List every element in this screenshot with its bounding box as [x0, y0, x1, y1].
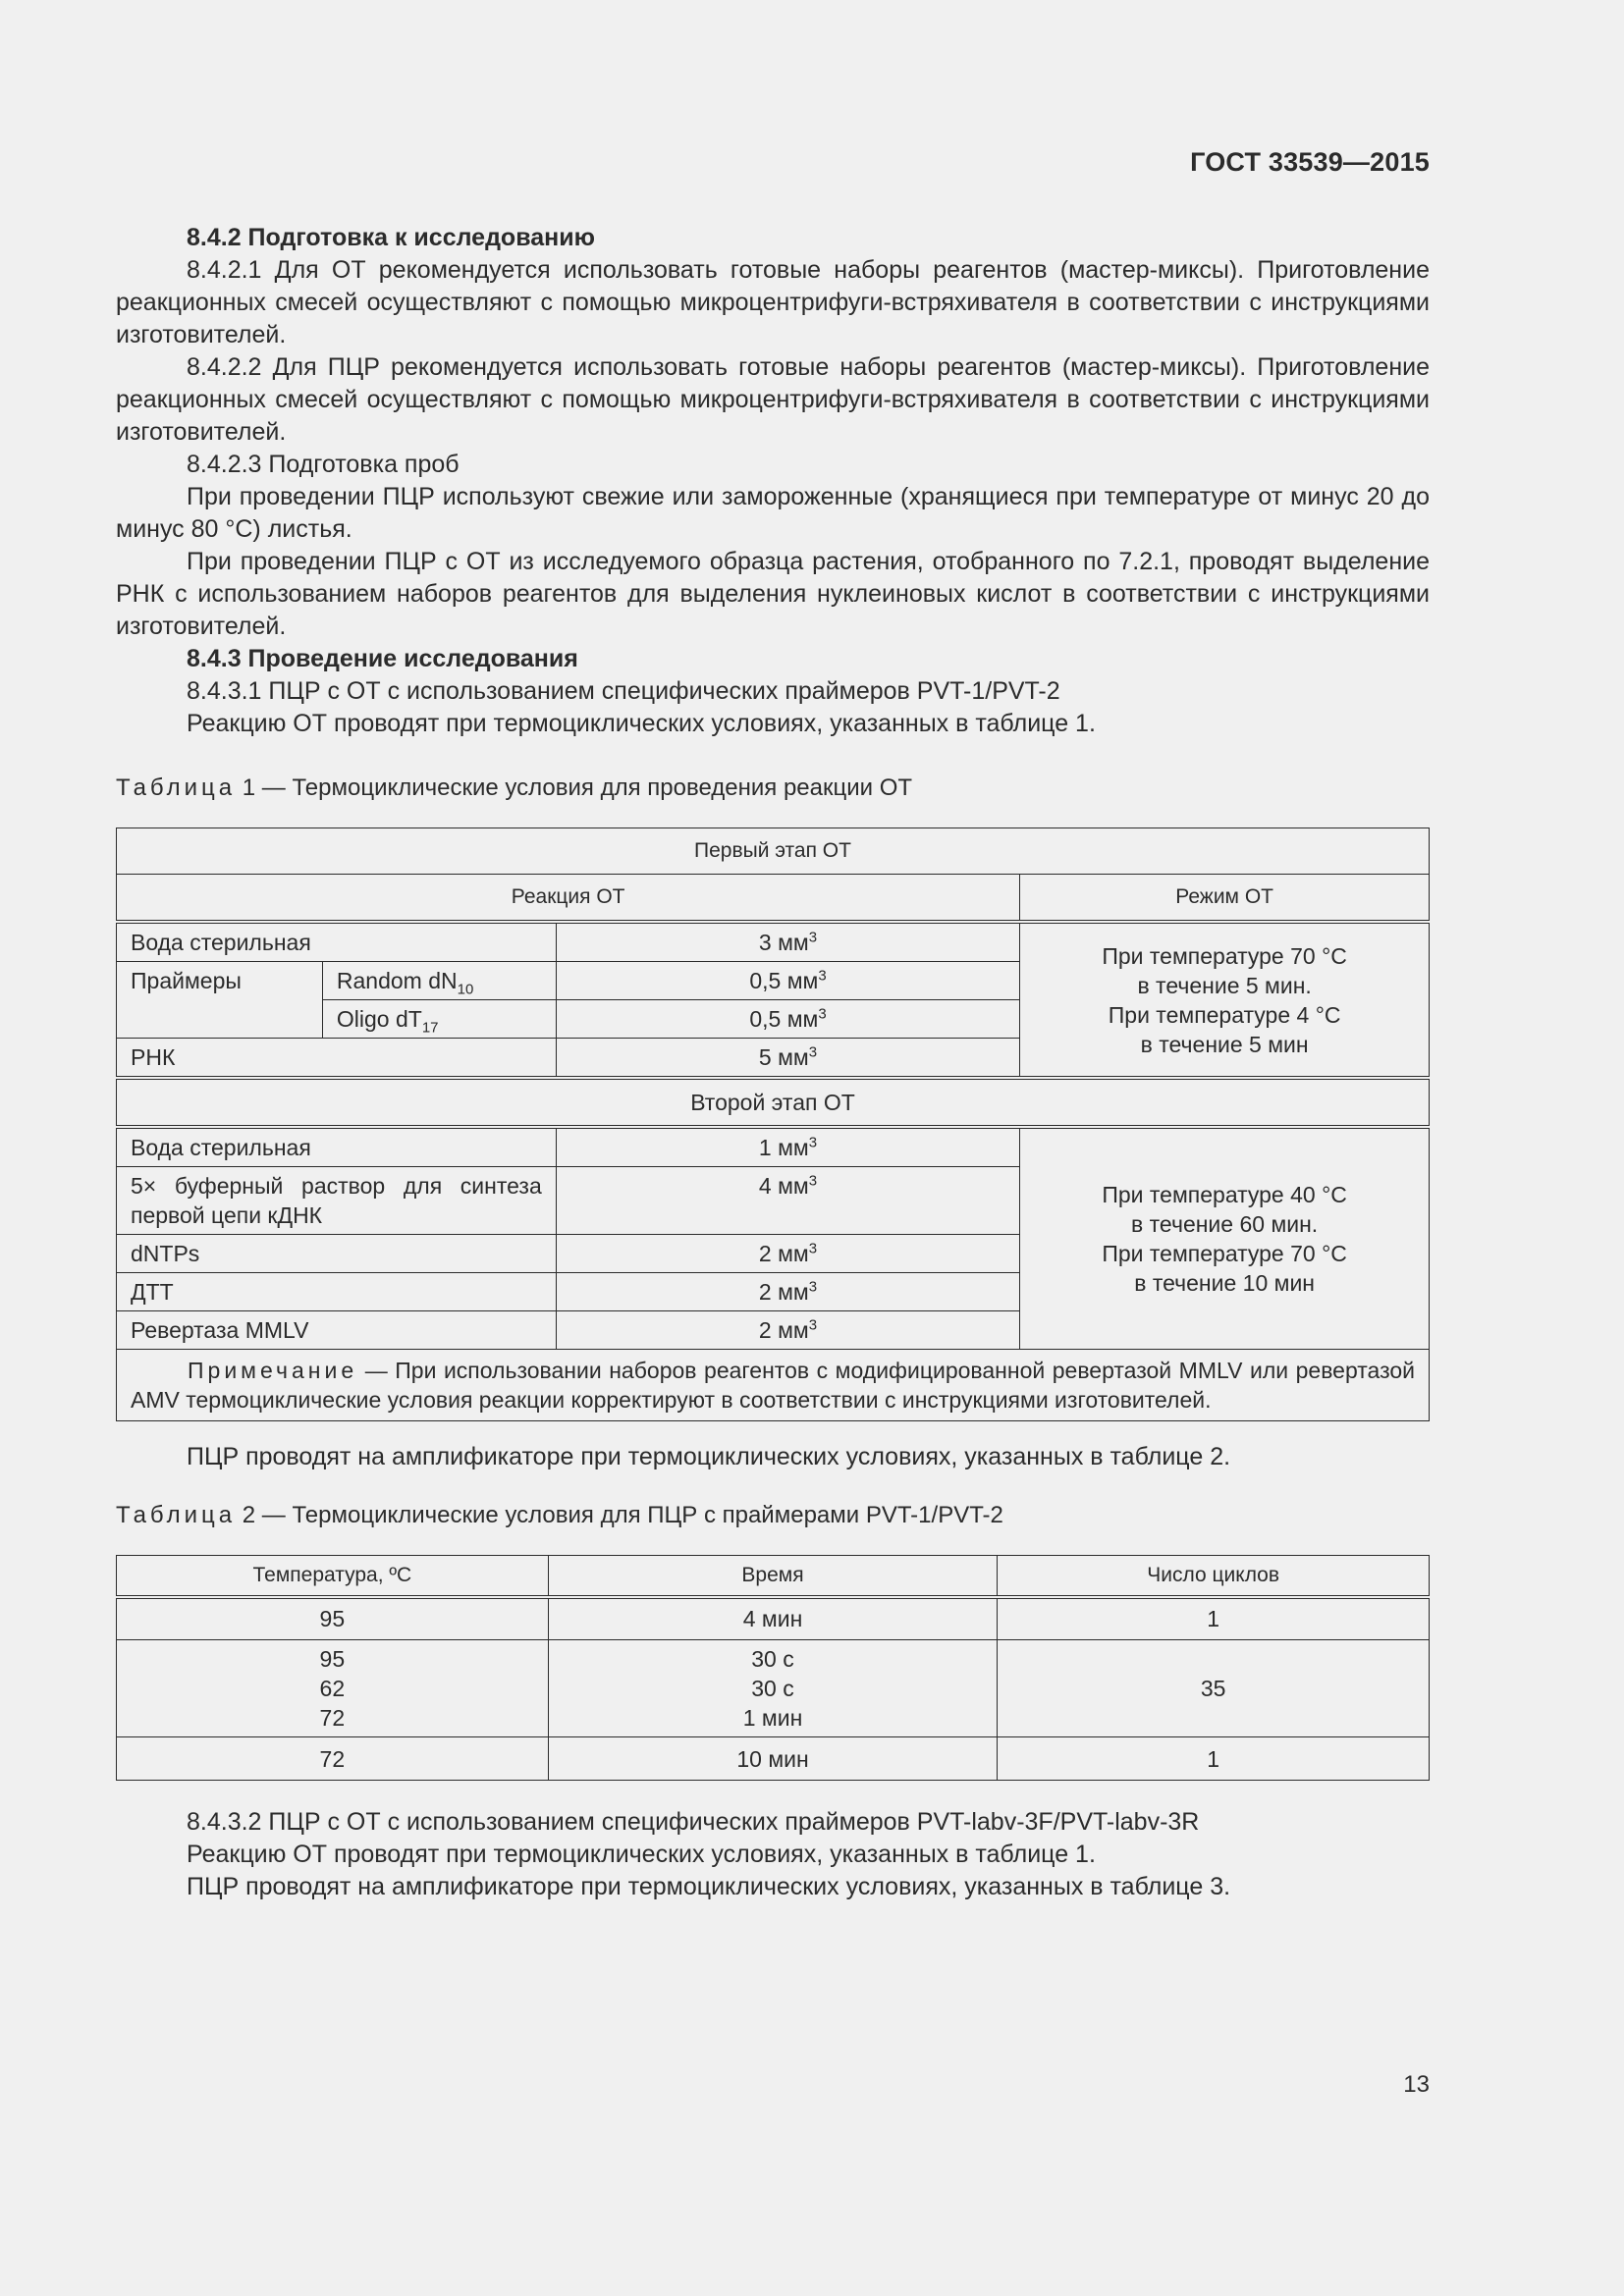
table-cell: 1 $мм^3$ — [556, 1127, 1020, 1167]
table-cell-mode: При температуре 70 °C в течение 5 мин. При температуре 4 °C в течение 5 мин — [1020, 922, 1430, 1078]
table-cell: РНК — [117, 1039, 557, 1079]
page-number: 13 — [1403, 2071, 1430, 2098]
table-cell: Oligo $dT_{17}$ — [322, 1000, 556, 1039]
paragraph: 8.4.2.3 Подготовка проб — [187, 451, 460, 478]
table-cell: Вода стерильная — [117, 922, 557, 962]
paragraph: При проведении ПЦР используют свежие или замороженные (хранящиеся при температуре от минус 20 до минус 80 °C) листья. — [116, 483, 1430, 543]
table-header: Температура, ºC — [117, 1556, 549, 1597]
table-cell: 10 мин — [548, 1737, 998, 1781]
paragraph: Реакцию ОТ проводят при термоциклических условиях, указанных в таблице 1. — [187, 710, 1096, 737]
table-cell: 72 — [117, 1737, 549, 1781]
paragraph: 8.4.3.1 ПЦР с ОТ с использованием специфических праймеров PVT-1/PVT-2 — [187, 677, 1060, 705]
table-1 — [116, 828, 1430, 1421]
table-cell: 2 $мм^3$ — [556, 1235, 1020, 1273]
paragraph: 8.4.3.2 ПЦР с ОТ с использованием специфических праймеров PVT-labv-3F/PVT-labv-3R — [187, 1808, 1200, 1836]
table-cell: 4 $мм^3$ — [556, 1167, 1020, 1235]
paragraph: 8.4.2.2 Для ПЦР рекомендуется использовать готовые наборы реагентов (мастер-миксы). Приготовление реакционных смесей осуществляют с помощью микроцентрифуги-встряхивателя в соответствии с инструкциями изготовителей. — [116, 353, 1430, 446]
table-cell: 2 $мм^3$ — [556, 1311, 1020, 1350]
table-cell: Праймеры — [117, 962, 323, 1039]
table-header: Первый этап ОТ — [117, 828, 1430, 875]
table-cell: 95 — [117, 1597, 549, 1640]
table-note: Примечание — При использовании наборов реагентов с модифицированной ревертазой MMLV или ревертазой AMV термоциклические условия реакции корректируют в соответствии с инструкциями изготовителей. — [117, 1350, 1430, 1421]
paragraph: ПЦР проводят на амплификаторе при термоциклических условиях, указанных в таблице 2. — [187, 1443, 1231, 1470]
paragraph: 8.4.2.1 Для ОТ рекомендуется использовать готовые наборы реагентов (мастер-миксы). Приготовление реакционных смесей осуществляют с помощью микроцентрифуги-встряхивателя в соответствии с инструкциями изготовителей. — [116, 256, 1430, 348]
table-cell: 5 $мм^3$ — [556, 1039, 1020, 1079]
table-cell: 1 — [998, 1597, 1430, 1640]
section-842-title: 8.4.2 Подготовка к исследованию — [187, 224, 595, 251]
table-cell: 4 мин — [548, 1597, 998, 1640]
table-section-header: Второй этап ОТ — [117, 1078, 1430, 1127]
document-id: ГОСТ 33539—2015 — [1190, 147, 1430, 177]
table-header: Реакция ОТ — [117, 875, 1020, 923]
paragraph: При проведении ПЦР с ОТ из исследуемого образца растения, отобранного по 7.2.1, проводят выделение РНК с использованием наборов реагентов для выделения нуклеиновых кислот в соответствии с инструкциями изготовителей. — [116, 548, 1430, 640]
table1-caption: Таблица 1 — Термоциклические условия для проведения реакции ОТ — [116, 774, 913, 801]
table-cell: Ревертаза MMLV — [117, 1311, 557, 1350]
table-cell: Random $dN_{10}$ — [322, 962, 556, 1000]
table-cell: 0,5 $мм^3$ — [556, 1000, 1020, 1039]
table-cell: 95 62 72 — [117, 1640, 549, 1737]
body-text — [116, 222, 1430, 1903]
table-2 — [116, 1555, 1430, 1781]
table-cell: 2 $мм^3$ — [556, 1273, 1020, 1311]
section-843-title: 8.4.3 Проведение исследования — [187, 645, 578, 672]
paragraph: Реакцию ОТ проводят при термоциклических условиях, указанных в таблице 1. — [187, 1841, 1096, 1868]
table2-caption: Таблица 2 — Термоциклические условия для ПЦР с праймерами PVT-1/PVT-2 — [116, 1502, 1003, 1528]
table-cell: 5× буферный раствор для синтеза первой цепи кДНК — [117, 1167, 557, 1235]
table-cell: Вода стерильная — [117, 1127, 557, 1167]
table-cell: ДТТ — [117, 1273, 557, 1311]
table-cell: dNTPs — [117, 1235, 557, 1273]
table-cell: 3 $мм^3$ — [556, 922, 1020, 962]
table-cell: 30 с 30 с 1 мин — [548, 1640, 998, 1737]
table-cell: 0,5 $мм^3$ — [556, 962, 1020, 1000]
table-cell-mode: При температуре 40 °C в течение 60 мин. При температуре 70 °C в течение 10 мин — [1020, 1127, 1430, 1350]
table-header: Число циклов — [998, 1556, 1430, 1597]
paragraph: ПЦР проводят на амплификаторе при термоциклических условиях, указанных в таблице 3. — [187, 1873, 1231, 1900]
table-header: Время — [548, 1556, 998, 1597]
table-cell: 1 — [998, 1737, 1430, 1781]
table-header: Режим ОТ — [1020, 875, 1430, 923]
table-cell: 35 — [998, 1640, 1430, 1737]
